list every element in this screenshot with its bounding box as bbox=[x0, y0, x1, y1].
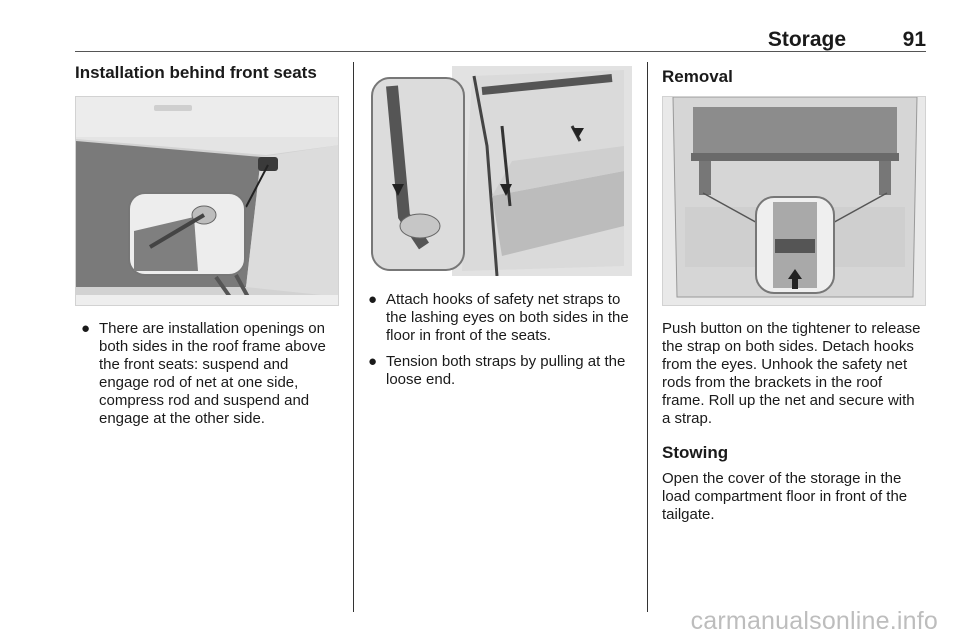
list-item bbox=[75, 320, 339, 428]
stowing-heading: Stowing bbox=[662, 443, 729, 462]
illustration-tightener-button bbox=[662, 96, 926, 306]
column-removal bbox=[662, 62, 926, 524]
installation-bullets bbox=[75, 320, 339, 428]
bullet-icon: ● bbox=[368, 353, 378, 370]
illustration-roof-frame-opening bbox=[75, 96, 339, 306]
bullet-icon: ● bbox=[81, 320, 91, 337]
column-installation bbox=[75, 62, 339, 436]
bullet-text: There are installation openings on both sides in the roof frame above the front seats: suspend and engage rod of net at one side, compress rod and suspend and engage at the other side. bbox=[99, 320, 326, 427]
header-rule bbox=[75, 51, 926, 52]
removal-text: Push button on the tightener to release the strap on both sides. Detach hooks from the eyes. Unhook the safety net rods from the brackets in the roof frame. Roll up the net and secure with a strap. bbox=[662, 320, 921, 427]
list-item bbox=[362, 291, 632, 345]
illustration-lashing-eyes bbox=[362, 66, 632, 276]
installation-heading: Installation behind front seats bbox=[75, 63, 317, 82]
page-number: 91 bbox=[902, 28, 926, 51]
bullet-icon: ● bbox=[368, 291, 378, 308]
bullet-text: Tension both straps by pulling at the loose end. bbox=[386, 353, 626, 388]
stowing-text: Open the cover of the storage in the load compartment floor in front of the tailgate. bbox=[662, 470, 908, 523]
removal-heading: Removal bbox=[662, 67, 733, 86]
column-attach-straps bbox=[362, 62, 632, 397]
column-divider-1 bbox=[353, 62, 354, 612]
bullet-text: Attach hooks of safety net straps to the lashing eyes on both sides in the floor in front of the seats. bbox=[386, 291, 629, 344]
column-divider-2 bbox=[647, 62, 648, 612]
strap-bullets bbox=[362, 291, 632, 389]
section-title: Storage bbox=[767, 28, 846, 51]
list-item bbox=[362, 353, 632, 389]
page-header bbox=[75, 26, 926, 52]
watermark: carmanualsonline.info bbox=[690, 607, 938, 635]
